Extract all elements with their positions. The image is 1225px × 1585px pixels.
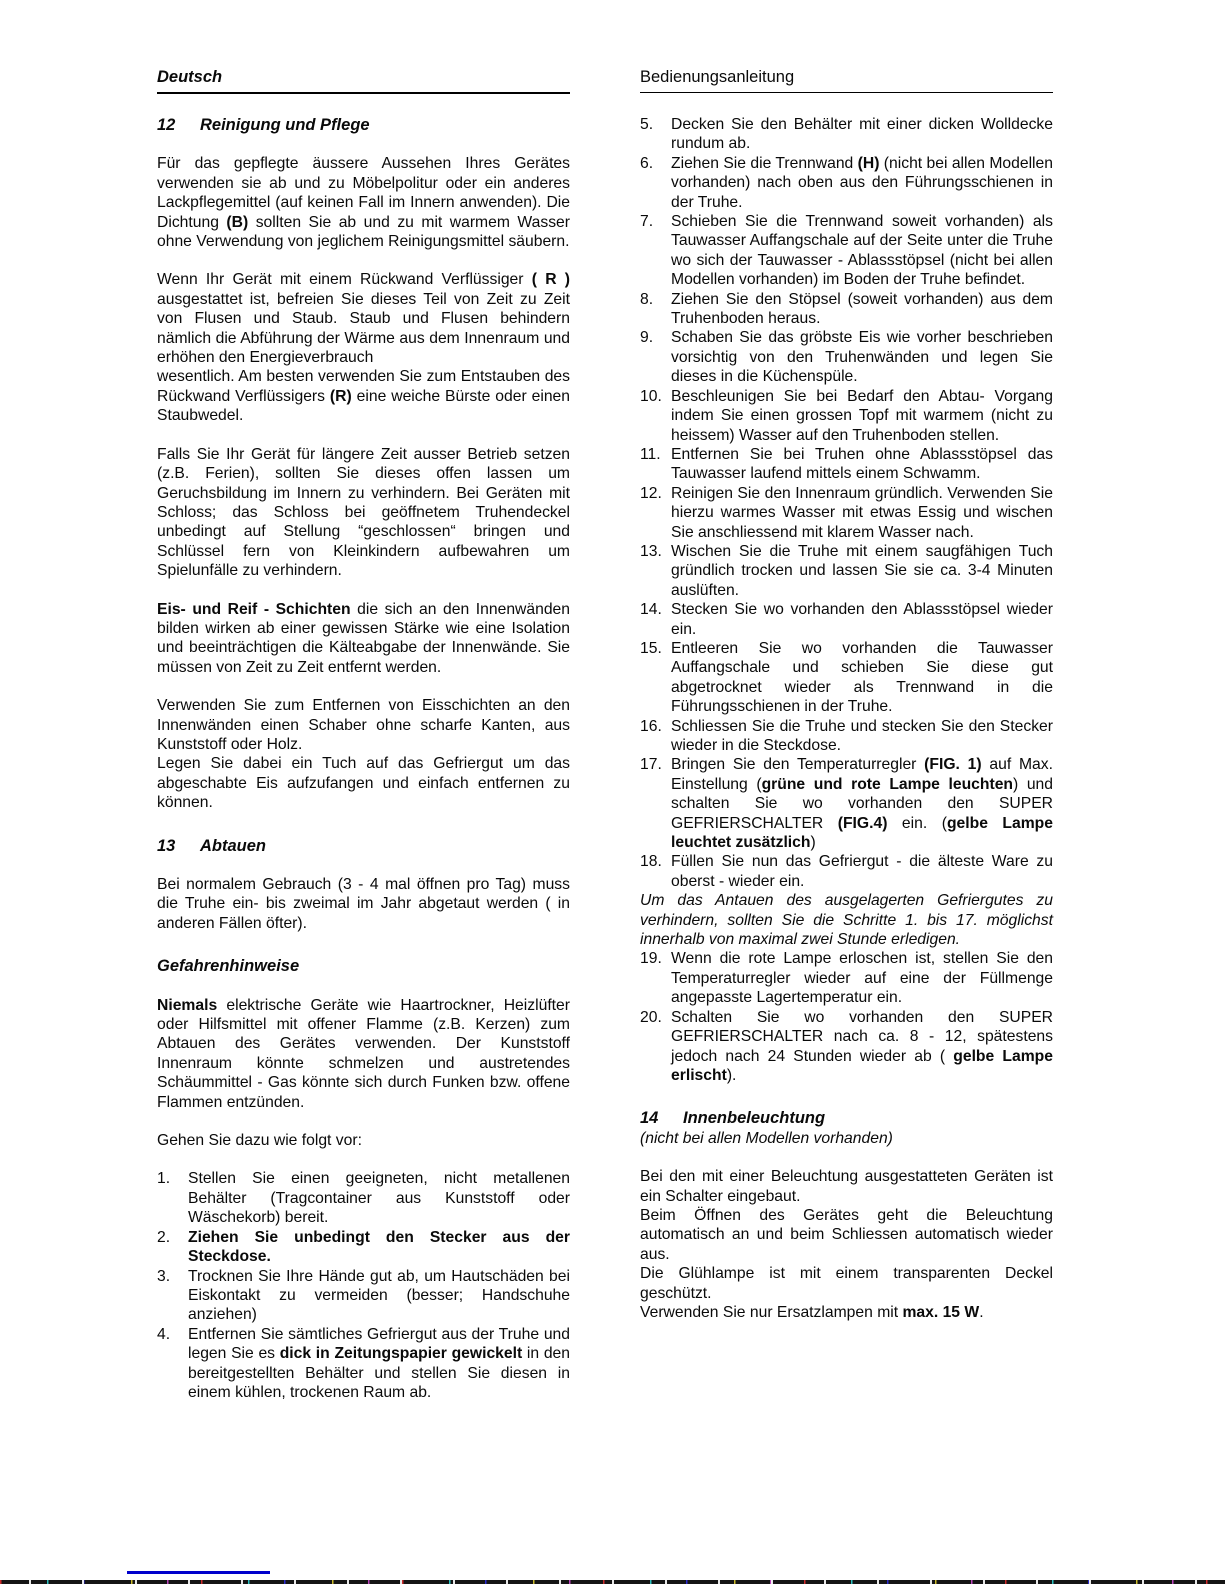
text-run: in den bereitgestellten Behälter und stellen Sie diesen in einem kühlen, trockenen Raum ab.	[188, 1345, 570, 1401]
text-run: Stellen Sie einen geeigneten, nicht metallenen Behälter (Tragcontainer aus Kunststoff oder Wäschekorb) bereit.	[188, 1170, 570, 1227]
text-run: Beim Öffnen des Gerätes geht die Beleuchtung automatisch an und beim Schliessen automatisch wieder aus.	[640, 1206, 1053, 1263]
list-item	[640, 600, 1053, 639]
text-run: Füllen Sie nun das Gefriergut - die älteste Ware zu oberst - wieder ein.	[671, 853, 1053, 890]
text-run: wesentlich. Am besten verwenden Sie zum Entstauben des Rückwand Verflüssigers	[157, 368, 570, 405]
paragraph	[157, 696, 570, 812]
list-item-text	[188, 1325, 570, 1403]
list-item-number: 8.	[640, 290, 654, 308]
section-title: Gefahrenhinweise	[157, 957, 300, 976]
list-item-text	[671, 154, 1053, 212]
list-item-text	[188, 1228, 570, 1267]
section-heading	[157, 116, 570, 135]
section-number: 13	[157, 836, 176, 855]
page-header-left: Deutsch	[157, 68, 570, 94]
list-item-text	[671, 387, 1053, 445]
list-item	[157, 1228, 570, 1267]
text-run: Ziehen Sie die Trennwand	[671, 154, 858, 172]
list-item-text	[671, 717, 1053, 756]
paragraph	[640, 891, 1053, 949]
text-run: ( R )	[531, 271, 571, 289]
text-run: Bei den mit einer Beleuchtung ausgestatteten Geräten ist ein Schalter eingebaut.	[640, 1168, 1053, 1205]
text-run: gelbe Lampe erlischt	[671, 1047, 1053, 1084]
text-run: Stecken Sie wo vorhanden den Ablassstöpsel wieder ein.	[671, 601, 1053, 638]
list-item-number: 6.	[640, 154, 654, 172]
text-run: Entleeren Sie wo vorhanden die Tauwasser Auffangschale und schieben Sie diese gut abgetrocknet wieder als Trennwand in die Führungsschienen in der Truhe.	[671, 639, 1053, 716]
list-item-number: 5.	[640, 116, 654, 133]
text-run: Wischen Sie die Truhe mit einem saugfähigen Tuch gründlich trocken und lassen Sie sie ca. 3-4 Minuten auslüften.	[671, 542, 1053, 599]
paragraph	[157, 875, 570, 933]
text-run: Schliessen Sie die Truhe und stecken Sie den Stecker wieder in die Steckdose.	[671, 717, 1053, 754]
section-heading	[157, 957, 570, 976]
blue-pen-mark	[127, 1571, 270, 1574]
list-item	[640, 852, 1053, 891]
list-item-text	[671, 115, 1053, 154]
right-column-content	[640, 115, 1053, 1322]
text-run: Verwenden Sie zum Entfernen von Eisschichten an den Innenwänden einen Schaber ohne scharfe Kanten, aus Kunststoff oder Holz.	[157, 697, 570, 753]
text-run: ).	[726, 1066, 737, 1084]
text-run: Schaben Sie das gröbste Eis wie vorher beschrieben vorsichtig von den Truhenwänden und legen Sie dieses in die Küchenspüle.	[671, 329, 1053, 386]
text-run: Trocknen Sie Ihre Hände gut ab, um Hautschäden bei Eiskontakt zu vermeiden (besser; Handschuhe anziehen)	[188, 1267, 570, 1324]
list-item	[640, 542, 1053, 600]
section-number: 14	[640, 1109, 659, 1128]
list-item	[640, 290, 1053, 329]
list-item-text	[671, 290, 1053, 329]
text-run: Entfernen Sie sämtliches Gefriergut aus der Truhe und legen Sie es	[188, 1325, 570, 1363]
text-run: ausgestattet ist, befreien Sie dieses Teil von Zeit zu Zeit von Flusen und Staub. Staub und Flusen behindern nämlich die Abführung der Wärme aus dem Innenraum und erhöhen den Energieverbrauch	[157, 290, 570, 367]
list-item-number: 20.	[640, 1008, 662, 1026]
list-item	[640, 445, 1053, 484]
text-run: (R)	[329, 387, 352, 405]
text-run: max. 15 W	[902, 1303, 980, 1321]
text-run: (FIG. 1)	[924, 756, 982, 774]
scan-noise-line	[0, 1580, 1225, 1584]
text-run: (nicht bei allen Modellen vorhanden)	[640, 1129, 893, 1147]
paragraph	[157, 600, 570, 678]
list-item-number: 12.	[640, 484, 662, 502]
list-item-number: 17.	[640, 756, 662, 774]
list-item	[640, 717, 1053, 756]
section-heading	[157, 837, 570, 856]
list-item-text	[671, 484, 1053, 542]
list-item-number: 2.	[157, 1228, 171, 1246]
list-item	[640, 154, 1053, 212]
text-run: sollten Sie ab und zu mit warmem Wasser ohne Verwendung von jeglichem Reinigungsmittel säubern.	[157, 213, 571, 251]
list-item	[640, 755, 1053, 852]
list-item-text	[188, 1169, 570, 1227]
text-run: .	[979, 1303, 984, 1321]
text-run: ein. (	[887, 814, 947, 832]
list-item	[157, 1267, 570, 1325]
text-run: Ziehen Sie den Stöpsel (soweit vorhanden) aus dem Truhenboden heraus.	[671, 290, 1053, 328]
list-item	[640, 484, 1053, 542]
list-item-number: 9.	[640, 329, 654, 347]
list-item	[157, 1325, 570, 1403]
text-run: Entfernen Sie bei Truhen ohne Ablassstöpsel das Tauwasser laufend mittels einem Schwamm.	[671, 445, 1053, 483]
paragraph	[157, 996, 570, 1112]
text-run: auf Max. Einstellung (	[671, 756, 1053, 793]
text-run: Für das gepflegte äussere Aussehen Ihres Gerätes verwenden sie ab und zu Möbelpolitur oder ein anderes Lackpflegemittel (auf keinen Fall im Innern anwenden). Die Dichtung	[157, 155, 570, 231]
text-run: Wenn die rote Lampe erloschen ist, stellen Sie den Temperaturregler wieder auf eine der Füllmenge angepasste Lagertemperatur ein.	[671, 950, 1053, 1007]
list-item-number: 15.	[640, 639, 662, 657]
text-run: elektrische Geräte wie Haartrockner, Heizlüfter oder Hilfsmittel mit offener Flamme (z.B. Kerzen) zum Abtauen des Gerätes verwenden. Der Kunststoff Innenraum könnte schmelzen und austretendes Schäummittel - Gas könnte sich durch Funken bzw. offene Flammen entzünden.	[157, 996, 570, 1111]
list-item-text	[188, 1267, 570, 1325]
list-item-number: 7.	[640, 213, 654, 231]
list-item-number: 18.	[640, 853, 662, 871]
text-run: Beschleunigen Sie bei Bedarf den Abtau- Vorgang indem Sie einen grossen Topf mit warmem (nicht zu heissem) Wasser auf den Truhenboden stellen.	[671, 387, 1053, 444]
list-item-number: 13.	[640, 542, 662, 560]
list-item-text	[671, 445, 1053, 484]
text-run: Niemals	[157, 996, 218, 1014]
text-run: Gehen Sie dazu wie folgt vor:	[157, 1132, 362, 1150]
list-item	[640, 212, 1053, 290]
text-run: gelbe Lampe leuchtet zusätzlich	[671, 814, 1053, 852]
list-item	[640, 328, 1053, 386]
text-run: Legen Sie dabei ein Tuch auf das Gefriergut um das abgeschabte Eis aufzufangen und einfach entfernen zu können.	[157, 755, 570, 812]
paragraph	[640, 1129, 1053, 1148]
list-item-text	[671, 755, 1053, 852]
text-run: Schieben Sie die Trennwand soweit vorhanden) als Tauwasser Auffangschale auf der Seite unter die Truhe wo sich der Tauwasser - Ablassstöpsel (nicht bei allen Modellen vorhanden) im Boden der Truhe befindet.	[671, 213, 1053, 289]
list-item-number: 14.	[640, 601, 662, 619]
text-run: Verwenden Sie nur Ersatzlampen mit	[640, 1303, 903, 1321]
section-number: 12	[157, 116, 176, 134]
text-run: Die Glühlampe ist mit einem transparenten Deckel geschützt.	[640, 1265, 1053, 1302]
list-item-text	[671, 328, 1053, 386]
list-item-text	[671, 949, 1053, 1007]
section-heading	[640, 1109, 1053, 1128]
text-run: Falls Sie Ihr Gerät für längere Zeit ausser Betrieb setzen (z.B. Ferien), sollten Sie dieses offen lassen um Geruchsbildung im Innern zu verhindern. Bei Geräten mit Schloss; das Schloss bei geöffnetem Truhendeckel unbedingt auf Stellung “geschlossen“ bringen und Schlüssel fern von Kleinkindern aufbewahren um Spielunfälle zu verhindern.	[157, 445, 570, 580]
section-title: Abtauen	[200, 836, 266, 855]
list-item-number: 11.	[640, 445, 661, 463]
list-item	[640, 387, 1053, 445]
text-run: Bei normalem Gebrauch (3 - 4 mal öffnen pro Tag) muss die Truhe ein- bis zweimal im Jahr abgetaut werden ( in anderen Fällen öfter).	[157, 876, 570, 932]
paragraph	[640, 1167, 1053, 1322]
paragraph	[157, 154, 570, 251]
page-header-right: Bedienungsanleitung	[640, 68, 1053, 93]
list-item-number: 1.	[157, 1170, 171, 1188]
list-item-number: 3.	[157, 1267, 171, 1285]
paragraph	[157, 445, 570, 581]
list-item-text	[671, 852, 1053, 891]
paragraph	[157, 270, 570, 425]
text-run: Bringen Sie den Temperaturregler	[671, 756, 925, 774]
left-column	[157, 68, 570, 1402]
text-run: )	[810, 834, 816, 852]
text-run: Schalten Sie wo vorhanden den SUPER GEFRIERSCHALTER nach ca. 8 - 12, spätestens jedoch nach 24 Stunden wieder ab (	[671, 1008, 1053, 1065]
text-run: dick in Zeitungspapier gewickelt	[279, 1345, 523, 1363]
right-column	[640, 68, 1053, 1322]
list-item	[640, 949, 1053, 1007]
list-item-text	[671, 212, 1053, 290]
list-item-number: 4.	[157, 1325, 171, 1343]
list-item	[640, 115, 1053, 154]
left-column-content	[157, 116, 570, 1402]
list-item	[640, 1008, 1053, 1086]
text-run: (FIG.4)	[837, 814, 888, 832]
text-run: Wenn Ihr Gerät mit einem Rückwand Verflüssiger	[157, 271, 532, 289]
list-item	[640, 639, 1053, 717]
text-run: (B)	[226, 213, 249, 231]
list-item	[157, 1169, 570, 1227]
text-run: (H)	[857, 154, 880, 172]
text-run: ) und schalten Sie wo vorhanden den SUPER GEFRIERSCHALTER	[671, 775, 1053, 832]
text-run: grüne und rote Lampe leuchten	[761, 775, 1013, 793]
list-item-text	[671, 600, 1053, 639]
list-item-number: 10.	[640, 387, 662, 405]
section-title: Innenbeleuchtung	[683, 1109, 826, 1128]
paragraph	[157, 1131, 570, 1150]
text-run: Decken Sie den Behälter mit einer dicken Wolldecke rundum ab.	[671, 116, 1053, 153]
text-run: Eis- und Reif - Schichten	[157, 600, 351, 618]
text-run: Reinigen Sie den Innenraum gründlich. Verwenden Sie hierzu warmes Wasser mit etwas Essig und wischen Sie anschliessend mit klarem Wasser nach.	[671, 484, 1053, 541]
text-run: Ziehen Sie unbedingt den Stecker aus der Steckdose.	[188, 1228, 570, 1266]
list-item-number: 16.	[640, 717, 662, 735]
text-run: die sich an den Innenwänden bilden wirken ab einer gewissen Stärke wie eine Isolation und beeinträchtigen die Kälteabgabe der Innenwände. Sie müssen von Zeit zu Zeit entfernt werden.	[157, 600, 570, 676]
section-title: Reinigung und Pflege	[200, 116, 370, 134]
list-item-text	[671, 639, 1053, 717]
text-run: eine weiche Bürste oder einen Staubwedel.	[157, 387, 570, 425]
list-item-number: 19.	[640, 950, 662, 968]
list-item-text	[671, 1008, 1053, 1086]
text-run: Um das Antauen des ausgelagerten Gefriergutes zu verhindern, sollten Sie die Schritte 1. bis 17. möglichst innerhalb von maximal zwei Stunde erledigen.	[640, 892, 1053, 949]
list-item-text	[671, 542, 1053, 600]
text-run: (nicht bei allen Modellen vorhanden) nach oben aus den Führungsschienen in der Truhe.	[671, 154, 1053, 211]
